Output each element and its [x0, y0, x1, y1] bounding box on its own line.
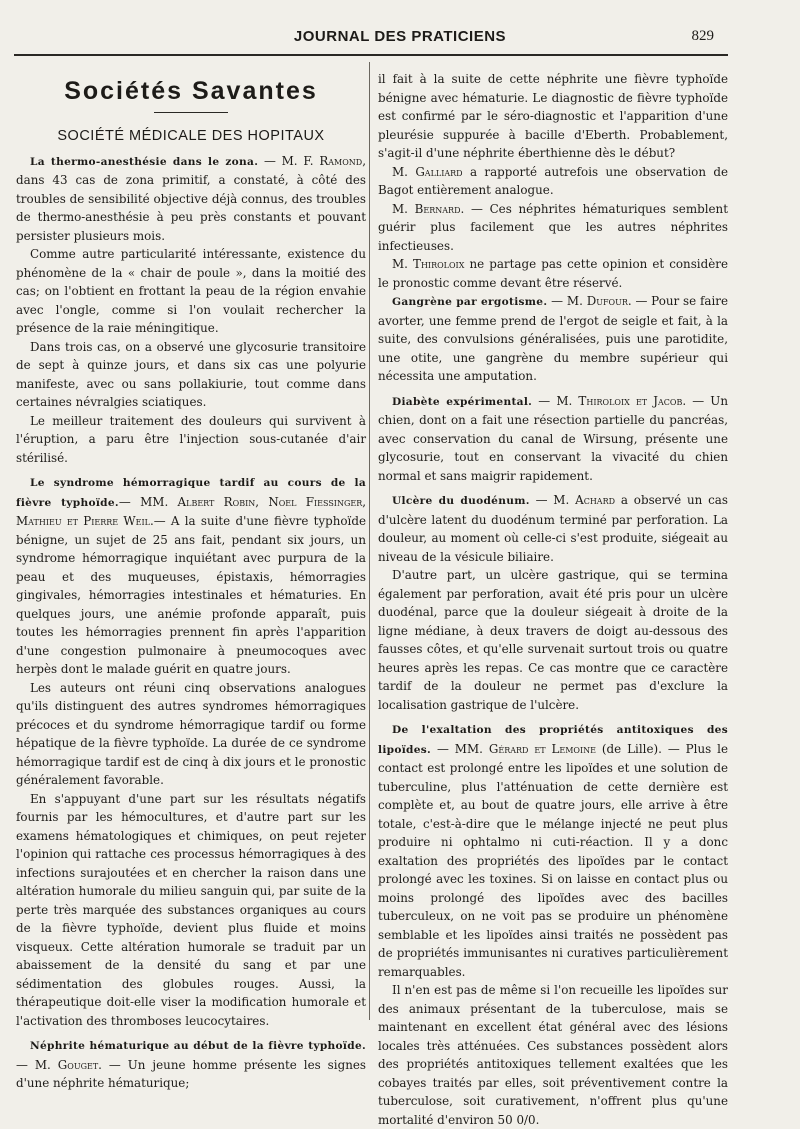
article-paragraph: Les auteurs ont réuni cinq observations analogues qu'ils distinguent des autres syndromes hémorragiques précoces et du syndrome hémorragique tardif ou forme hépatique de la fièvre typhoïde. La durée de ce syndrome hémorragique tardif est de cinq à dix jours et le pronostic généralement favorable. — [16, 680, 366, 787]
article-diabete — [378, 392, 728, 486]
speaker-remark: M. Galliard a rapporté autrefois une observation de Bagot entièrement analogue. — [378, 164, 728, 197]
article-lead: Gangrène par ergotisme. — M. Dufour. — Pour se faire avorter, une femme prend de l'ergot de seigle et fait, à la suite, des convulsions généralisées, puis une parotidite, une otite, une gangrène du membre supérieur qui nécessita une amputation. — [378, 294, 729, 383]
article-heading: Ulcère du duodénum. — [392, 495, 530, 507]
article-paragraph: Dans trois cas, on a observé une glycosurie transitoire de sept à quinze jours, et dans six cas une polyurie manifeste, avec ou sans pollakiurie, tout comme dans certaines névralgies sciatiques. — [16, 339, 366, 409]
article-lead: De l'exaltation des propriétés antitoxiques des lipoïdes. — MM. Gérard et Lemoine (de Lille). — Plus le contact est prolongé entre les lipoïdes et une solution de tuberculine, plus l'atténuation de cette dernière est complète et, au bout de quatre jours, elle arrive à être totale, c'est-à-dire que le mélange injecté ne peut plus produire ni ophtalmo ni cuti-réaction. Il y a donc exaltation des propriétés des lipoïdes par le contact prolongé avec les toxines. Si on laisse en contact plus ou moins prolongé des lipoïdes avec des bacilles tuberculeux, on ne voit pas se produire un phénomène semblable et les lipoïdes ainsi traités ne possèdent pas de propriétés immunisantes ni curatives particulièrement remarquables. — [378, 724, 728, 979]
article-lead: La thermo-anesthésie dans le zona. — M. F. Ramond, dans 43 cas de zona primitif, a constaté, à côté des troubles de sensibilité objective déjà connus, des troubles de thermo-anesthésie à peu près constants et pouvant persister plusieurs mois. — [16, 153, 366, 243]
page-number: 829 — [691, 28, 714, 44]
article-heading: Diabète expérimental. — [392, 395, 533, 408]
speaker-name: M. Galliard — [392, 164, 463, 179]
header-rule — [14, 54, 728, 56]
journal-title: JOURNAL DES PRATICIENS — [293, 28, 507, 45]
article-syndrome-hemorragique — [16, 473, 366, 1030]
article-authors: Ramond — [319, 153, 363, 168]
article-zona — [16, 152, 366, 468]
speaker-name: M. Bernard — [392, 201, 461, 216]
article-authors: Albert Robin, Noel Fiessinger, Mathieu et Pierre Weil — [16, 494, 367, 528]
article-paragraph: Comme autre particularité intéressante, existence du phénomène de la « chair de poule », dans la moitié des cas; on l'obtient en frottant la peau de la région envahie avec l'ongle, comme si l'on voulait rechercher la présence de la raie méningitique. — [16, 247, 366, 335]
article-lipoides — [378, 720, 728, 1129]
left-column — [16, 68, 366, 1093]
speaker-remark: M. Bernard. — Ces néphrites hématuriques semblent guérir plus facilement que les autres néphrites infectieuses. — [378, 201, 728, 253]
article-heading: De l'exaltation des propriétés antitoxiques des lipoïdes. — [378, 724, 728, 756]
article-paragraph: En s'appuyant d'une part sur les résultats négatifs fournis par les hémocultures, et d'autre part sur les examens hématologiques et chimiques, on peut rejeter l'opinion qui rattache ces processus hémorragiques à des infections surajoutées et en chercher la raison dans une altération humorale du milieu sanguin qui, par suite de la perte très marquée des substances organiques au cours de la fièvre typhoïde, devient plus fluide et moins visqueux. Cette altération humorale se traduit par un abaissement de la densité du sang et par une sédimentation des globules rouges. Aussi, la thérapeutique doit-elle viser la modification humorale et l'activation des thromboses leucocytaires. — [16, 791, 366, 1028]
article-authors: Dufour — [586, 294, 628, 308]
article-authors: Achard — [575, 493, 616, 507]
article-lead: Ulcère du duodénum. — M. Achard a observé un cas d'ulcère latent du duodénum terminé par perforation. La douleur, au moment où celle-ci s'est produite, siégeait au niveau de la vésicule biliaire. — [378, 493, 728, 564]
article-heading: Le syndrome hémorragique tardif au cours de la fièvre typhoïde. — [16, 477, 366, 509]
article-lead: Le syndrome hémorragique tardif au cours de la fièvre typhoïde.— MM. Albert Robin, Noel Fiessinger, Mathieu et Pierre Weil.— A la suite d'une fièvre typhoïde bénigne, un sujet de 25 ans fait, pendant six jours, un syndrome hémorragique inquiétant avec purpura de la peau et des muqueuses, épistaxis, hémorragies gingivales, hémorragies intestinales et hématuries. En quelques jours, une anémie profonde apparaît, puis toutes les hémorragies prennent fin après l'apparition d'une congestion pulmonaire à pneumocoques avec herpès dont le malade guérit en quatre jours. — [16, 477, 367, 676]
article-heading: Néphrite hématurique au début de la fièvre typhoïde. — [30, 1040, 366, 1052]
running-head — [0, 28, 800, 50]
article-heading: Gangrène par ergotisme. — [392, 296, 548, 308]
right-column — [378, 70, 728, 1129]
article-heading: La thermo-anesthésie dans le zona. — [30, 155, 259, 168]
society-title: SOCIÉTÉ MÉDICALE DES HOPITAUX — [57, 128, 325, 144]
article-paragraph: Il n'en est pas de même si l'on recueille les lipoïdes sur des animaux présentant de la tuberculose, mais se maintenant en excellent état général avec des lésions locales très atténuées. Ces substances possèdent alors des propriétés antitoxiques tellement exaltées que les cobayes traités par elles, soit préventivement contre la tuberculose, soit curativement, n'offrent plus qu'une mortalité d'environ 50 0/0. — [378, 983, 728, 1127]
article-ulcere — [378, 491, 728, 714]
article-lead: Néphrite hématurique au début de la fièvre typhoïde. — M. Gouget. — Un jeune homme présente les signes d'une néphrite hématurique; — [16, 1040, 366, 1090]
article-lead-text-start: . — Un jeune homme présente les signes d'une néphrite hématurique; — [16, 1057, 366, 1090]
article-gangrene — [378, 292, 728, 386]
article-paragraph: D'autre part, un ulcère gastrique, qui se termina également par perforation, avait été pris pour un ulcère duodénal, parce que la douleur siégeait à droite de la ligne médiane, à deux travers de doigt au-dessous des fausses côtes, et qu'elle survenait surtout trois ou quatre heures après les repas. Ce cas montre que ce caractère tardif de la douleur ne permet pas d'exclure la localisation gastrique de l'ulcère. — [378, 568, 728, 712]
article-paragraph: Le meilleur traitement des douleurs qui survivent à l'éruption, a paru être l'injection sous-cutanée d'air stérilisé. — [16, 413, 366, 465]
article-nephrite — [16, 1036, 366, 1093]
article-authors: Gouget — [57, 1057, 99, 1072]
speaker-remark: M. Thiroloix ne partage pas cette opinion et considère le pronostic comme devant être réservé. — [378, 257, 728, 290]
speaker-name: M. Thiroloix — [392, 257, 465, 271]
article-continuation: il fait à la suite de cette néphrite une fièvre typhoïde bénigne avec hématurie. Le diagnostic de fièvre typhoïde est confirmé par le séro-diagnostic et l'apparition d'une pleurésie suppurée à bacille d'Eberth. Probablement, s'agit-il d'une néphrite éberthienne dès le début? — [378, 72, 728, 160]
article-authors: Gérard et Lemoine — [488, 741, 596, 756]
column-divider — [369, 62, 370, 1020]
article-lead: Diabète expérimental. — M. Thiroloix et Jacob. — Un chien, dont on a fait une résection partielle du pancréas, avec conservation du canal de Wirsung, présente une glycosurie, tout en conservant la vivacité du chien normal et sans maigrir rapidement. — [378, 393, 728, 483]
title-rule — [154, 112, 228, 113]
section-title: Sociétés Savantes — [64, 77, 318, 105]
article-authors: Thiroloix et Jacob — [578, 393, 683, 408]
